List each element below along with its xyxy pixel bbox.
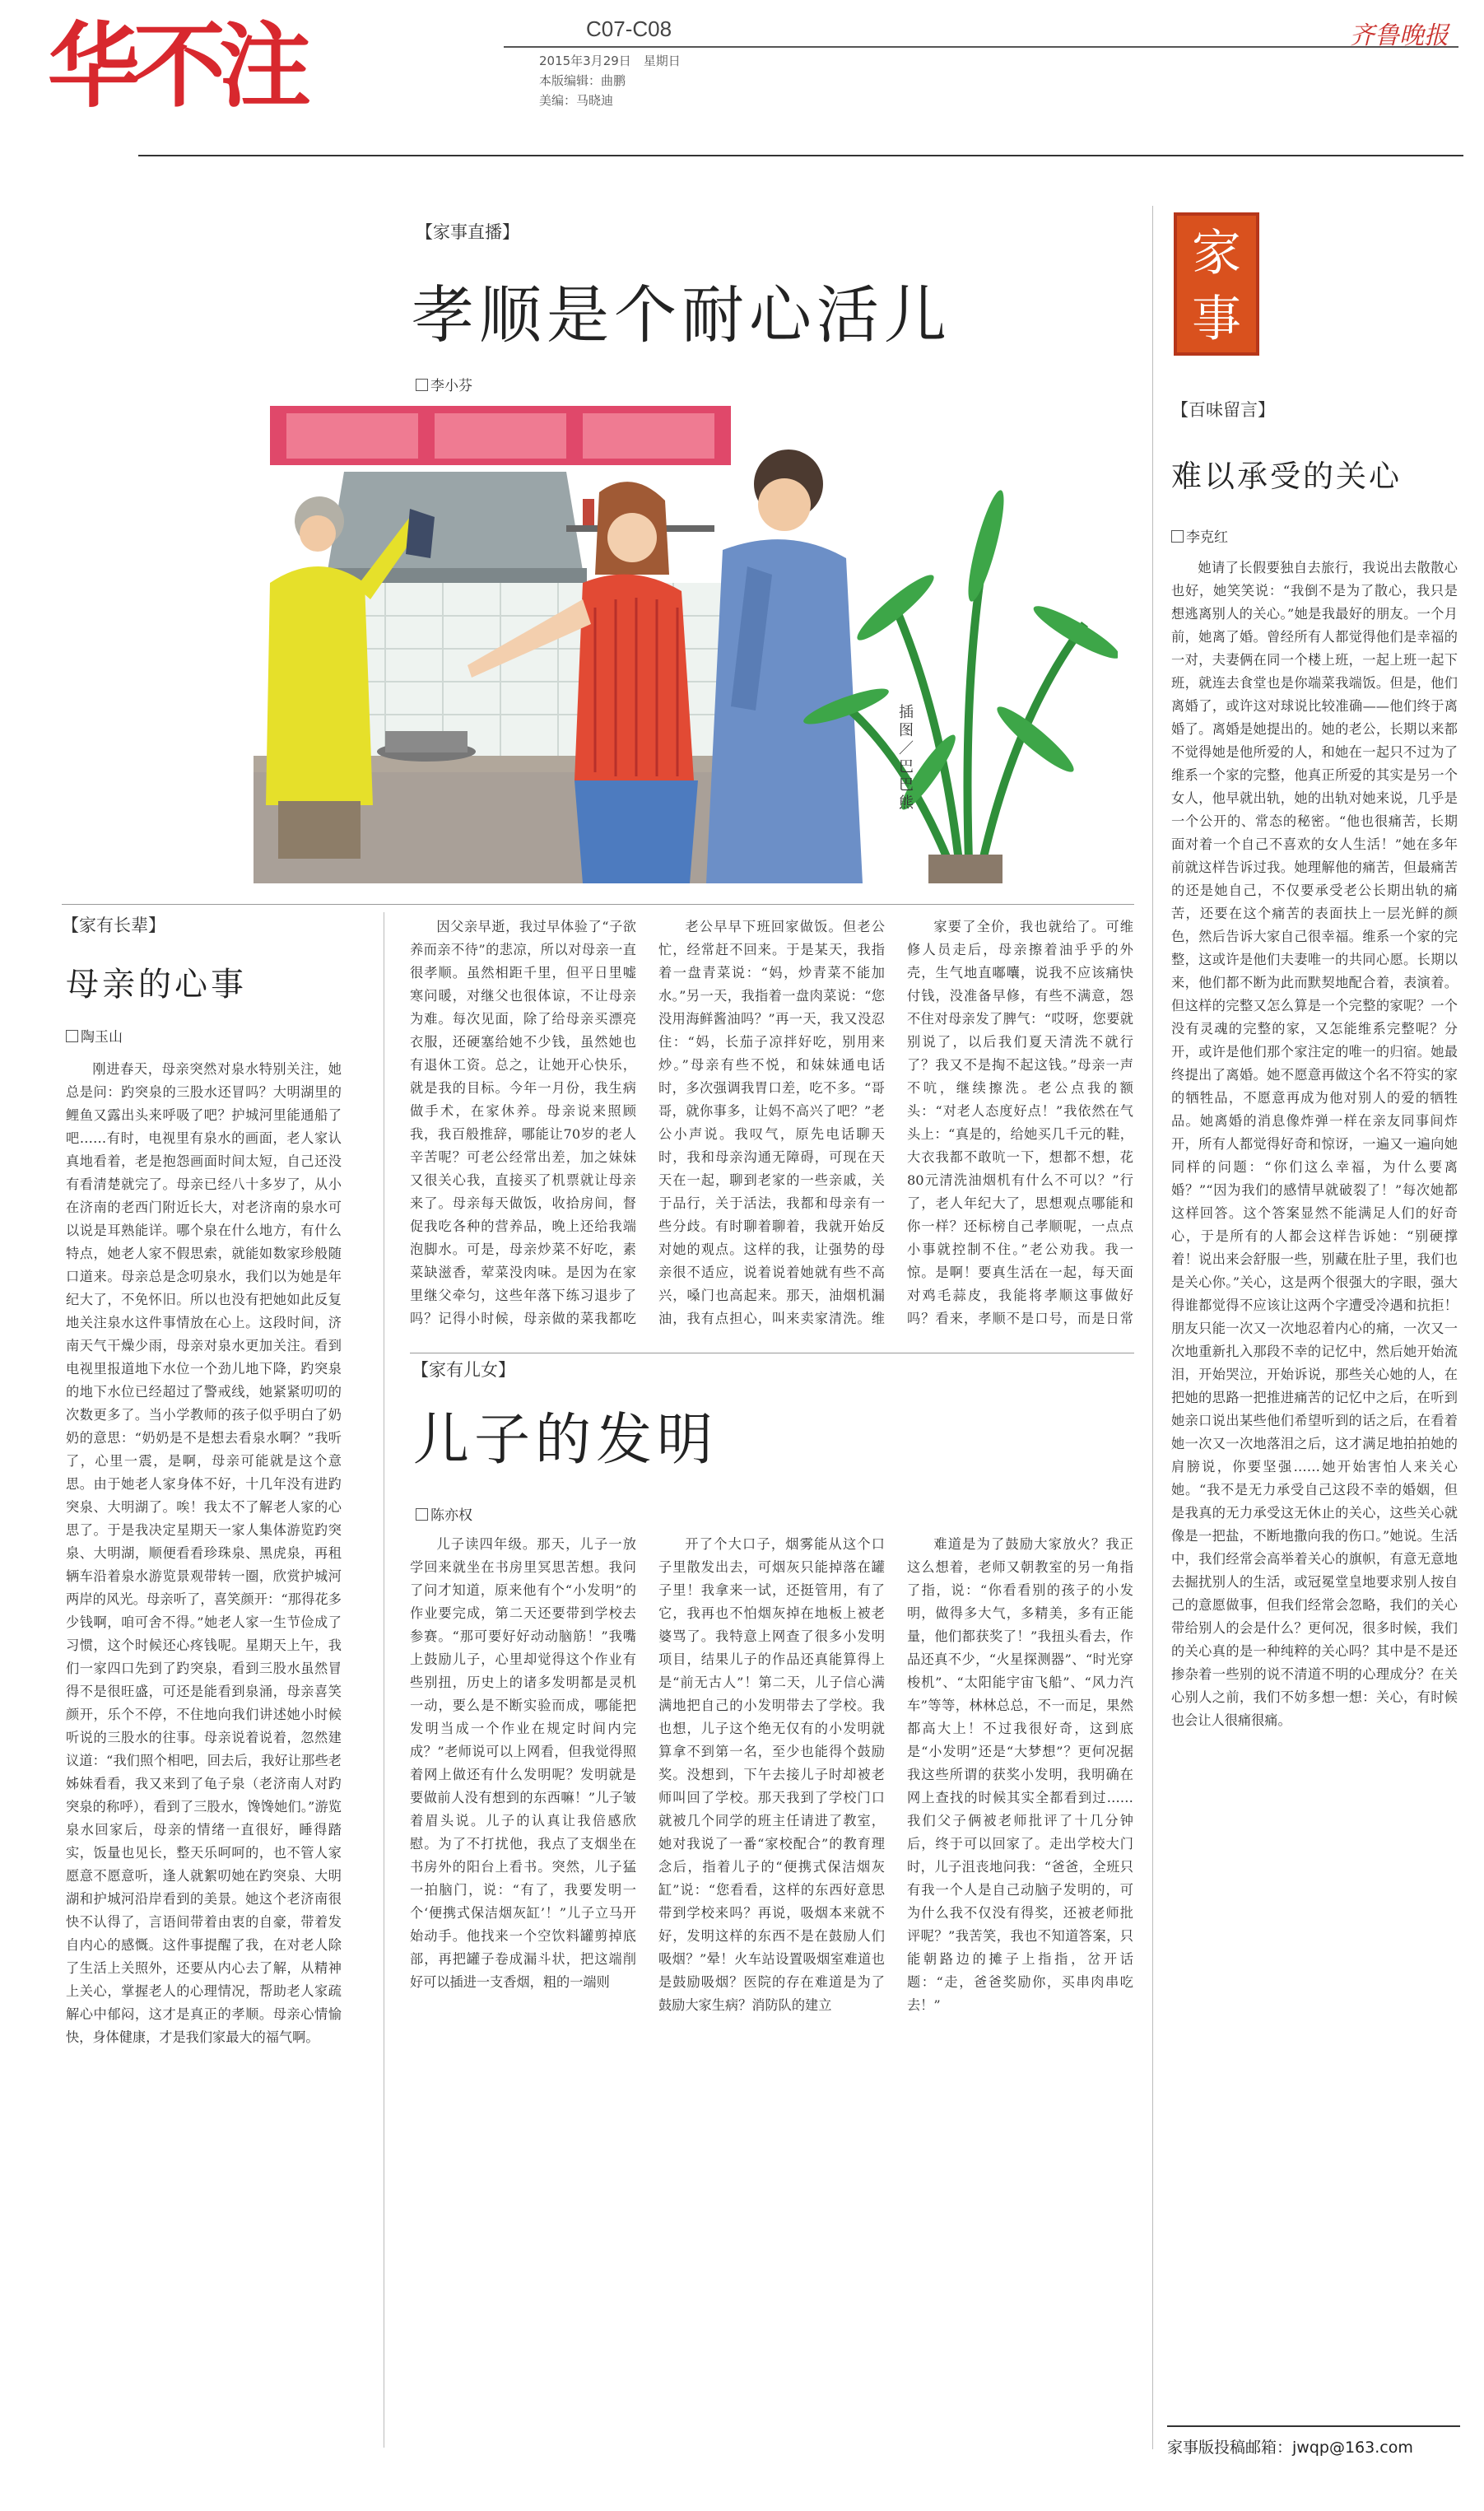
son-col-3 bbox=[907, 1533, 1133, 2447]
illustration-credit: 插图／巴巴熊 bbox=[899, 704, 914, 812]
section-tag-main: 【家事直播】 bbox=[416, 222, 519, 242]
editor-line: 本版编辑：曲鹏 bbox=[539, 73, 626, 88]
mother-title: 母亲的心事 bbox=[66, 966, 247, 1004]
sidebar-body bbox=[1171, 557, 1458, 2419]
main-col-2 bbox=[658, 915, 885, 1334]
designer-line: 美编：马晓迪 bbox=[539, 93, 614, 108]
section-tag-mother: 【家有长辈】 bbox=[62, 915, 165, 935]
mother-text: 刚进春天，母亲突然对泉水特别关注，她总是问：趵突泉的三股水还冒吗？大明湖里的鲤鱼又露出头来呼吸了吧？护城河里能通船了吧……有时，电视里有泉水的画面，老人家认真地看着，老是抱怨画面时间太短，自己还没有看清楚就完了。母亲已经八十多岁了，从小在济南的老西门附近长大，对老济南的泉水可以说是耳熟能详。哪个泉在什么地方，有什么特点，她老人家不假思索，就能如数家珍般随口道来。母亲总是念叨泉水，我们以为她是年纪大了，不免怀旧。所以也没有把她如此反复地关注泉水这件事情放在心上。这段时间，济南天气干燥少雨，母亲对泉水更加关注。看到电视里报道地下水位一个劲儿地下降，趵突泉的地下水位已经超过了警戒线，她紧紧叨叨的次数更多了。当小学教师的孩子似乎明白了奶奶的意思：“奶奶是不是想去看泉水啊？”我听了，心里一震，是啊，母亲可能就是这个意思。由于她老人家身体不好，十几年没有进趵突泉、大明湖了。唉！我太不了解老人家的心思了。于是我决定星期天一家人集体游览趵突泉、大明湖，顺便看看珍珠泉、黑虎泉，再租辆车沿着泉水游览景观带转一圈，欣赏护城河两岸的风光。母亲听了，喜笑颜开：“那得花多少钱啊，咱可舍不得。”她老人家一生节俭成了习惯，这个时候还心疼钱呢。星期天上午，我们一家四口先到了趵突泉，看到三股水虽然冒得不是很旺盛，可还是能看到泉涌，母亲喜笑颜开，乐个不停，不住地向我们讲述她小时候听说的三股水的往事。母亲说着说着，忽然建议道：“我们照个相吧，回去后，我好让那些老姊妹看看，我又来到了龟子泉（老济南人对趵突泉的称呼），看到了三股水，馋馋她们。”游览泉水回家后，母亲的情绪一直很好，睡得踏实，饭量也见长，整天乐呵呵的，也不管人家愿意不愿意听，逢人就絮叨她在趵突泉、大明湖和护城河沿岸看到的美景。她这个老济南很快不认得了，言语间带着由衷的自豪，带着发自内心的感慨。这件事提醒了我，在对老人除了生活上关照外，还要从内心去了解，从精神上关心，掌握老人的心理情况，帮助老人家疏解心中郁闷，这才是真正的孝顺。母亲心情愉快，身体健康，才是我们家最大的福气啊。 bbox=[66, 1061, 342, 2045]
son-byline: 陈亦权 bbox=[416, 1503, 472, 1524]
mother-body bbox=[66, 1058, 342, 2441]
sidebar-title: 难以承受的关心 bbox=[1171, 459, 1402, 494]
sidebar-text: 她请了长假要独自去旅行，我说出去散散心也好，她笑笑说：“我倒不是为了散心，我只是想逃离别人的关心。”她是我最好的朋友。一个月前，她离了婚。曾经所有人都觉得他们是幸福的一对，夫妻俩在同一个楼上班，一起上班一起下班，就连去食堂也是你端菜我端饭。但是，他们离婚了，或许这对球说比较准确——他们终于离婚了。离婚是她提出的。她的老公，长期以来都不觉得她是他所爱的人，和她在一起只不过为了维系一个家的完整，他真正所爱的其实是另一个女人，他早就出轨，她的出轨对她来说，几乎是一个公开的、常态的秘密。“他也很痛苦，长期面对着一个自己不喜欢的女人生活！”她在多年前就这样告诉过我。她理解他的痛苦，但最痛苦的还是她自己，不仅要承受老公长期出轨的痛苦，还要在这个痛苦的表面扶上一层光鲜的颜色，然后告诉大家自己很幸福。维系一个家的完整，这或许是他们夫妻唯一的共同心愿。长期以来，他们都不断为此而默契地配合着，表演着。但这样的完整又怎么算是一个完整的家呢？一个没有灵魂的完整的家，又怎能维系完整呢？分开，或许是他们那个家注定的唯一的归宿。她最终提出了离婚。她不愿意再做这个名不符实的家的牺牲品，不愿意再成为他对别人的爱的牺牲品。她离婚的消息像炸弹一样在亲友同事间炸开，所有人都觉得好奇和惊讶，一遍又一遍向她同样的问题：“你们这么幸福，为什么要离婚？”“因为我们的感情早就破裂了！”每次她都这样回答。这个答案显然不能满足人们的好奇心，于是所有的人都会这样告诉她：“别硬撑着！说出来会舒服一些，别藏在肚子里，我们也是关心你。”关心，这是两个很强大的字眼，强大得谁都觉得不应该让这两个字遭受冷遇和抗拒！朋友只能一次又一次地忍着内心的痛，一次又一次地重新扎入那段不幸的记忆中，然后她开始流泪，开始哭泣，开始诉说，那些关心她的人，在把她的思路一把推进痛苦的记忆中之后，在听到她亲口说出某些他们希望听到的话之后，在看着她一次又一次地落泪之后，这才满足地拍拍她的肩膀说，你要坚强……她开始害怕人来关心她。“我不是无力承受自己这段不幸的婚姻，但是我真的无力承受这无休止的关心，这些关心就像是一把盐，不断地撒向我的伤口。”她说。生活中，我们经常会高举着关心的旗帜，有意无意地去掘扰别人的生活，或冠冕堂皇地要求别人按自己的意愿做事，但我们经常会忽略，我们的关心带给别人的会是什么？更何况，很多时候，我们的关心真的是一种纯粹的关心吗？其中是不是还掺杂着一些别的说不清道不明的心理成分？在关心别人之前，我们不妨多想一想：关心，有时候也会让人很痛很痛。 bbox=[1171, 560, 1458, 1728]
masthead-rule bbox=[504, 46, 1458, 48]
footer-mail: 家事版投稿邮箱：jwqp@163.com bbox=[1167, 2439, 1413, 2457]
date-line: 2015年3月29日 星期日 bbox=[539, 54, 681, 68]
main-col-1 bbox=[410, 915, 636, 1334]
main-text-3: 家要了全价，我也就给了。可维修人员走后，母亲擦着油乎乎的外壳，生气地直嘟囔，说我不应该痛快付钱，没准备早修，有些不满意，怨不住对母亲发了脾气：“哎呀，您要就别说了，以后我们夏天清洗不就行了？我又不是掏不起这钱。”母亲一声不吭，继续擦洗。老公点我的额头：“对老人态度好点！”我依然在气头上：“真是的，给她买几千元的鞋，大衣我都不敢吭一下，想都不想，花80元清洗油烟机有什么不可以？”行了，老人年纪大了，思想观点哪能和你一样？还标榜自己孝顺呢，一点点小事就控制不住。”老公劝我。我一惊。是啊！要真生活在一起，每天面对鸡毛蒜皮，我能将孝顺这事做好吗？看来，孝顺不是口号，而是日常 bbox=[907, 919, 1133, 1326]
son-title: 儿子的发明 bbox=[413, 1408, 719, 1473]
page-code: C07-C08 bbox=[586, 16, 672, 41]
woman-figure bbox=[575, 575, 694, 780]
main-text-2: 老公早早下班回家做饭。但老公忙，经常赶不回来。于是某天，我指着一盘青菜说：“妈，炒青菜不能加水。”另一天，我指着一盘肉菜说：“您没用海鲜酱油吗？”再一天，我又没忍住：“妈，长茄子凉拌好吃，别用来炒。”母亲有些不悦，和妹妹通电话时，多次强调我胃口差，吃不多。“哥哥，就你事多，让妈不高兴了吧？”老公小声说。我叹气，原先电话聊天时，我和母亲沟通无障碍，可现在天天在一起，聊到老家的一些亲戚，关于品行，关于活法，我都和母亲有一些分歧。有时聊着聊着，我就开始反对她的观点。这样的我，让强势的母亲很不适应，说着说着她就有些不高兴，嗓门也高起来。那天，油烟机漏油，我有点担心，叫来卖家清洗。维 bbox=[658, 919, 885, 1326]
paper-name: 齐鲁晚报 bbox=[1350, 21, 1449, 50]
sidebar-rule bbox=[1152, 206, 1153, 2449]
mother-byline: 陶玉山 bbox=[66, 1025, 123, 1046]
main-text-1: 因父亲早逝，我过早体验了“子欲养而亲不待”的悲凉，所以对母亲一直很孝顺。虽然相距千里，但平日里嘘寒问暖，对继父也很体谅，不让母亲为难。每次见面，除了给母亲买漂亮衣服，还硬塞给她不少钱，虽然她也有退休工资。总之，让她开心快乐，就是我的目标。今年一月份，我生病做手术，在家休养。母亲说来照顾我，我百般推辞，哪能让70岁的老人辛苦呢？可老公经常出差，加之妹妹又很关心我，直接买了机票就让母亲来了。母亲每天做饭，收拾房间，督促我吃各种的营养品，晚上还给我端泡脚水。可是，母亲炒菜不好吃，素菜缺滋香，荤菜没肉味。是因为在家里继父牵匀，这些年落下练习退步了吗？记得小时候，母亲做的菜我都吃 bbox=[410, 919, 636, 1326]
mother-figure bbox=[266, 566, 373, 805]
family-badge: 家事 bbox=[1174, 212, 1259, 356]
footer-rule bbox=[1167, 2425, 1460, 2427]
son-col-1 bbox=[410, 1533, 636, 2447]
son-text-3: 难道是为了鼓励大家放火？我正这么想着，老师又朝教室的另一角指了指，说：“你看看别的孩子的小发明，做得多大气，多精美，多有正能量，他们都获奖了！”我扭头看去，作品还真不少，“火星探测器”、“时光穿梭机”、“太阳能宇宙飞船”、“风力汽车”等等，林林总总，不一而足，果然都高大上！不过我很好奇，这到底是“小发明”还是“大梦想”？更何况据我这些所谓的获奖小发明，我明确在网上查找的时候其实全都看到过……我们父子俩被老师批评了十几分钟后，终于可以回家了。走出学校大门时，儿子沮丧地问我：“爸爸，全班只有我一个人是自己动脑子发明的，可为什么我不仅没有得奖，还被老师批评呢？”我苦笑，我也不知道答案，只能朝路边的摊子上指指，岔开话题：“走，爸爸奖励你，买串肉串吃去！” bbox=[907, 1536, 1133, 2013]
masthead-logo: 华不注 bbox=[48, 13, 305, 120]
illustration-kitchen bbox=[221, 394, 1118, 883]
top-rule bbox=[138, 155, 1463, 156]
son-text-1: 儿子读四年级。那天，儿子一放学回来就坐在书房里冥思苦想。我问了问才知道，原来他有个“小发明”的作业要完成，第二天还要带到学校去参赛。“那可要好好动动脑筋！”我嘴上鼓励儿子，心里却觉得这个作业有些别扭，历史上的诸多发明都是灵机一动，要么是不断实验而成，哪能把发明当成一个作业在规定时间内完成？”老师说可以上网看，但我觉得照着网上做还有什么发明呢？发明就是要做前人没有想到的东西嘛！”儿子皱着眉头说。儿子的认真让我倍感欣慰。为了不打扰他，我点了支烟坐在书房外的阳台上看书。突然，儿子猛一拍脑门，说：“有了，我要发明一个‘便携式保洁烟灰缸’！”儿子立马开始动手。他找来一个空饮料罐剪掉底部，再把罐子卷成漏斗状，把这端削好可以插进一支香烟，粗的一端则 bbox=[410, 1536, 636, 1990]
main-byline: 李小芬 bbox=[416, 374, 472, 394]
sidebar-byline: 李克红 bbox=[1171, 525, 1228, 546]
son-text-2: 开了个大口子，烟雾能从这个口子里散发出去，可烟灰只能掉落在罐子里！我拿来一试，还挺管用，有了它，我再也不怕烟灰掉在地板上被老婆骂了。我特意上网查了很多小发明项目，结果儿子的作品还真能算得上是“前无古人”！第二天，儿子信心满满地把自己的小发明带去了学校。我也想，儿子这个绝无仅有的小发明就算拿不到第一名，至少也能得个鼓励奖。没想到，下午去接儿子时却被老师叫回了学校。那天我到了学校门口就被几个同学的班主任请进了教室，她对我说了一番“家校配合”的教育理念后，指着儿子的“便携式保洁烟灰缸”说：“您看看，这样的东西好意思带到学校来吗？再说，吸烟本来就不好，发明这样的东西不是在鼓励人们吸烟？”晕！火车站设置吸烟室难道也是鼓励吸烟？医院的存在难道是为了鼓励大家生病？消防队的建立 bbox=[658, 1536, 885, 2013]
separator-mid bbox=[62, 904, 1134, 905]
main-title: 孝顺是个耐心活儿 bbox=[412, 278, 951, 352]
plant bbox=[846, 542, 1085, 883]
masthead-meta bbox=[539, 51, 681, 110]
section-tag-son: 【家有儿女】 bbox=[412, 1360, 515, 1380]
section-tag-sidebar: 【百味留言】 bbox=[1171, 400, 1275, 420]
son-col-2 bbox=[658, 1533, 885, 2447]
main-col-3 bbox=[907, 915, 1133, 1334]
